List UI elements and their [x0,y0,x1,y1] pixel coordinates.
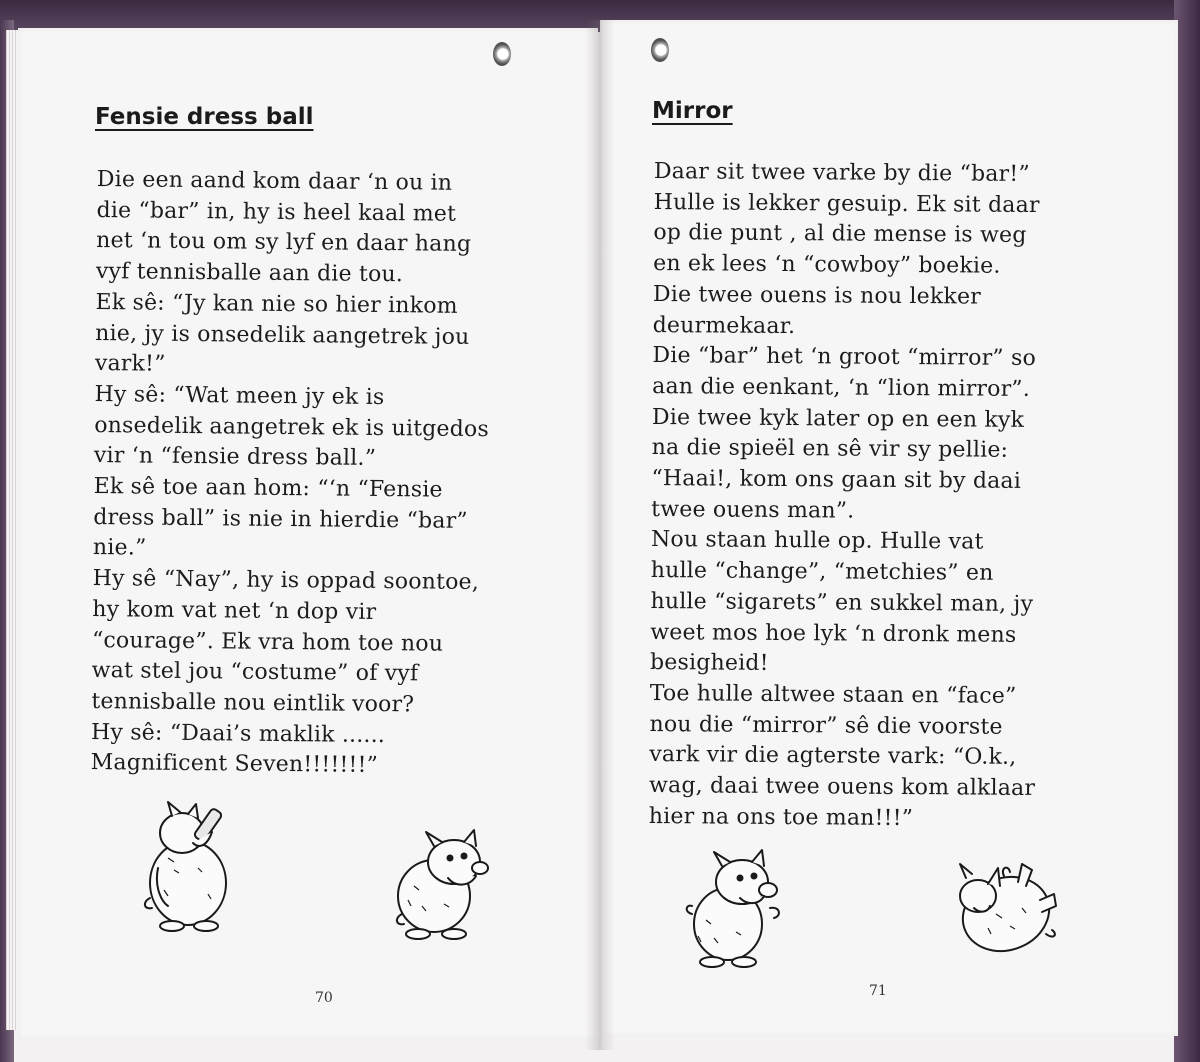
right-page-text-line: hier na ons toe man!!!” [648,803,914,831]
left-page-title: Fensie dress ball [95,104,314,130]
left-page-text-line: die “bar” in, hy is heel kaal met [96,197,457,227]
left-page-text-line: Hy sê: “Daai’s maklik ...... [90,719,386,748]
pig-rolling-on-back-illustration [948,856,1064,961]
right-page-text-line: wag, daai twee ouens kom alklaar [648,773,1036,802]
pig-smiling-standing-illustration [388,826,498,946]
right-page-text-line: Die “bar” het ‘n groot “mirror” so [652,343,1037,372]
left-page-text [91,165,492,783]
right-page-text [649,157,1040,835]
right-page-title: Mirror [652,98,733,124]
pig-standing-grinning-illustration [684,846,789,971]
right-page-text-line: aan die eenkant, ‘n “lion mirror”. [652,373,1031,402]
left-page-text-line: tennisballe nou eintlik voor? [91,688,415,718]
right-page-text-line: nou die “mirror” sê die voorste [649,711,1003,740]
right-page-text-line: Nou staan hulle op. Hulle vat [650,527,984,556]
right-page-text-line: “Haai!, kom ons gaan sit by daai [651,466,1022,494]
left-page-text-line: nie.” [92,535,147,561]
right-page-number: 71 [869,983,887,999]
right-page-text-line: op die punt , al die mense is weg [653,220,1027,249]
left-page-text-line: Ek sê: “Jy kan nie so hier inkom [95,289,458,319]
left-page-text-line: vyf tennisballe aan die tou. [95,259,404,288]
right-page-text-line: Die twee kyk later op en een kyk [651,404,1025,433]
right-page-text-line: na die spieël en sê vir sy pellie: [651,435,1009,464]
right-page-text-line: Hulle is lekker gesuip. Ek sit daar [653,189,1040,218]
left-page-text-line: Magnificent Seven!!!!!!!” [90,750,379,779]
right-page-text-line: en ek lees ‘n “cowboy” boekie. [653,251,1001,279]
left-page-text-line: Hy sê: “Wat meen jy ek is [94,381,385,410]
right-page-text-line: deurmekaar. [652,312,796,339]
left-page-text-line: Ek sê toe aan hom: “‘n “Fensie [93,474,443,503]
left-page-text-line: Hy sê “Nay”, hy is oppad soontoe, [92,566,480,596]
punch-hole-left [493,42,511,66]
right-page-text-line: vark vir die agterste vark: “O.k., [649,742,1017,771]
left-page-text-line: net ‘n tou om sy lyf en daar hang [96,228,472,258]
pig-drinking-from-bottle-illustration [138,798,243,938]
right-page-text-line: weet mos hoe lyk ‘n dronk mens [650,619,1017,648]
punch-hole-right [651,38,669,62]
left-page-number: 70 [315,990,333,1006]
right-page-text-line: Daar sit twee varke by die “bar!” [653,158,1030,187]
right-page-text-line: Toe hulle altwee staan en “face” [649,680,1017,709]
left-page-text-line: vark!” [94,351,166,377]
left-page-text-line: Die een aand kom daar ‘n ou in [96,166,453,196]
right-page-text-line: hulle “change”, “metchies” en [650,558,994,586]
left-page-text-line: wat stel jou “costume” of vyf [91,658,419,687]
book-spine-gutter [585,20,615,1050]
left-page-text-line: onsedelik aangetrek ek is uitgedos [94,412,490,442]
left-page-text-line: nie, jy is onsedelik aangetrek jou [95,320,470,350]
left-page-text-line: hy kom vat net ‘n dop vir [92,596,377,625]
left-page-text-line: “courage”. Ek vra hom toe nou [91,627,444,657]
right-page-text-line: hulle “sigarets” en sukkel man, jy [650,588,1034,617]
right-page-text-line: Die twee ouens is nou lekker [652,281,982,310]
right-page-text-line: besigheid! [649,650,769,677]
right-page-text-line: twee ouens man”. [651,496,855,524]
left-page-text-line: dress ball” is nie in hierdie “bar” [93,504,468,534]
left-page-text-line: vir ‘n “fensie dress ball.” [93,443,377,472]
